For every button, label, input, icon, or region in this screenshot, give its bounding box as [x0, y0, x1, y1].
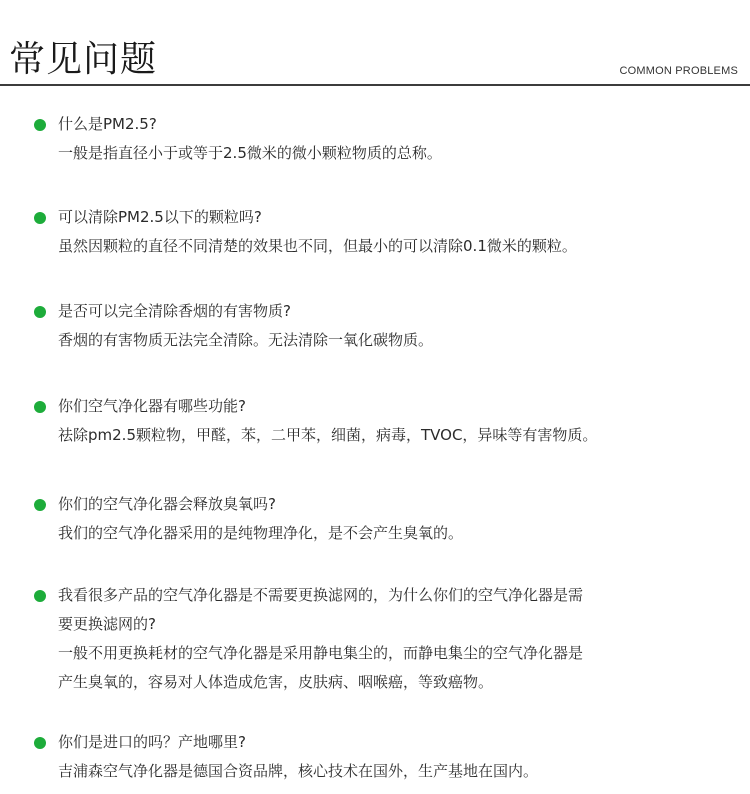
- faq-question: 我看很多产品的空气净化器是不需要更换滤网的，为什么你们的空气净化器是需 要更换滤网的?: [58, 586, 584, 633]
- faq-question: 你们空气净化器有哪些功能?: [58, 397, 246, 415]
- faq-answer: 我们的空气净化器采用的是纯物理净化，是不会产生臭氧的。: [58, 524, 464, 542]
- bullet-dot-icon: [34, 306, 46, 318]
- bullet-dot-icon: [34, 499, 46, 511]
- faq-question: 是否可以完全清除香烟的有害物质?: [58, 302, 291, 320]
- faq-answer: 香烟的有害物质无法完全清除。无法清除一氧化碳物质。: [58, 331, 434, 349]
- faq-answer: 一般不用更换耗材的空气净化器是采用静电集尘的，而静电集尘的空气净化器是 产生臭氧的，容易对人体造成危害，皮肤病、咽喉癌，等致癌物。: [58, 644, 584, 691]
- bullet-dot-icon: [34, 212, 46, 224]
- page-title: 常见问题: [9, 39, 158, 80]
- bullet-dot-icon: [34, 737, 46, 749]
- bullet-dot-icon: [34, 119, 46, 131]
- faq-answer: 一般是指直径小于或等于2.5微米的微小颗粒物质的总称。: [58, 144, 442, 162]
- faq-answer: 祛除pm2.5颗粒物，甲醛，苯，二甲苯，细菌，病毒，TVOC，异味等有害物质。: [58, 426, 598, 444]
- faq-answer: 吉浦森空气净化器是德国合资品牌，核心技术在国外，生产基地在国内。: [58, 762, 539, 780]
- faq-question: 什么是PM2.5?: [58, 115, 157, 133]
- bullet-dot-icon: [34, 590, 46, 602]
- faq-answer: 虽然因颗粒的直径不同清楚的效果也不同，但最小的可以清除0.1微米的颗粒。: [58, 237, 577, 255]
- faq-question: 你们的空气净化器会释放臭氧吗?: [58, 495, 276, 513]
- bullet-dot-icon: [34, 401, 46, 413]
- page-subtitle: COMMON PROBLEMS: [619, 65, 738, 77]
- faq-question: 你们是进口的吗？产地哪里?: [58, 733, 246, 751]
- faq-question: 可以清除PM2.5以下的颗粒吗?: [58, 208, 262, 226]
